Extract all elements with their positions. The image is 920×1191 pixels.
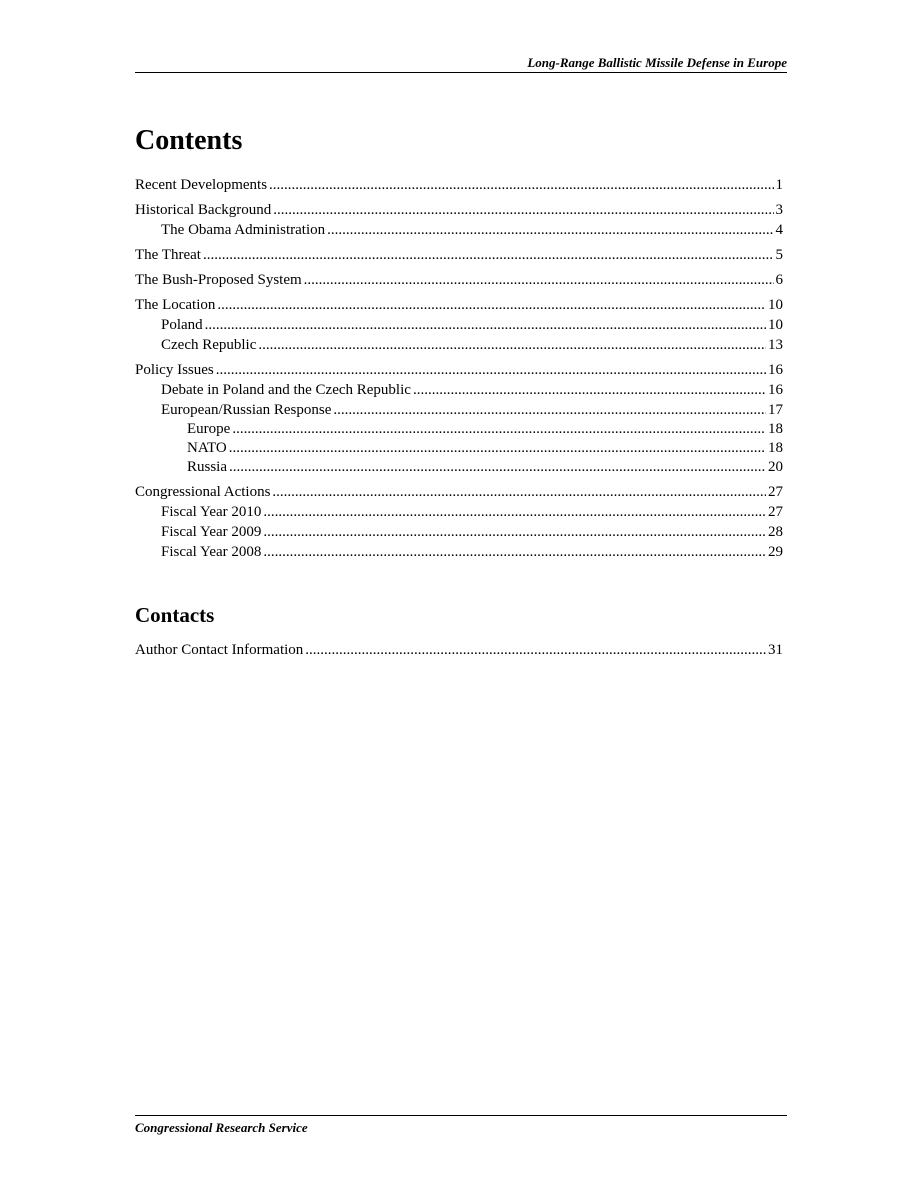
toc-entry-page: 3 xyxy=(775,202,783,218)
header-divider xyxy=(135,72,787,73)
toc-entry[interactable] xyxy=(135,458,783,477)
toc-entry[interactable] xyxy=(135,246,783,265)
dot-leader xyxy=(272,483,766,502)
contacts-list xyxy=(135,641,783,660)
dot-leader xyxy=(305,641,766,660)
dot-leader xyxy=(304,271,774,290)
toc-entry-label: Policy Issues xyxy=(135,362,214,378)
toc-entry-label: Historical Background xyxy=(135,202,272,218)
toc-entry-page: 10 xyxy=(768,317,783,333)
toc-entry[interactable] xyxy=(135,420,783,439)
toc-entry[interactable] xyxy=(135,523,783,542)
dot-leader xyxy=(203,246,774,265)
toc-entry-page: 29 xyxy=(768,544,783,560)
dot-leader xyxy=(333,401,766,420)
toc-entry-label: The Threat xyxy=(135,247,201,263)
dot-leader xyxy=(229,439,766,458)
toc-entry[interactable] xyxy=(135,641,783,660)
toc-entry[interactable] xyxy=(135,483,783,502)
dot-leader xyxy=(269,176,773,195)
toc-entry-page: 18 xyxy=(768,440,783,456)
toc-entry-label: Recent Developments xyxy=(135,177,268,193)
toc-entry-label: Fiscal Year 2010 xyxy=(161,504,262,520)
toc-entry-label: Fiscal Year 2008 xyxy=(161,544,262,560)
toc-entry[interactable] xyxy=(135,381,783,400)
toc-entry[interactable] xyxy=(135,503,783,522)
toc-entry-page: 31 xyxy=(768,642,783,658)
toc-entry-page: 16 xyxy=(768,382,783,398)
dot-leader xyxy=(229,458,766,477)
dot-leader xyxy=(413,381,766,400)
toc-entry[interactable] xyxy=(135,221,783,240)
toc-entry-page: 6 xyxy=(775,272,783,288)
toc-entry[interactable] xyxy=(135,271,783,290)
toc-entry[interactable] xyxy=(135,361,783,380)
toc-entry[interactable] xyxy=(135,439,783,458)
toc-entry-label: Europe xyxy=(187,421,231,437)
toc-entry-label: Czech Republic xyxy=(161,337,257,353)
toc-entry-label: The Location xyxy=(135,297,216,313)
toc-entry-page: 27 xyxy=(768,504,783,520)
toc-entry[interactable] xyxy=(135,316,783,335)
toc-entry-page: 18 xyxy=(768,421,783,437)
toc-entry[interactable] xyxy=(135,201,783,220)
toc-entry-label: The Obama Administration xyxy=(161,222,326,238)
toc-entry-label: Russia xyxy=(187,459,228,475)
table-of-contents xyxy=(135,176,783,562)
dot-leader xyxy=(327,221,773,240)
running-footer: Congressional Research Service xyxy=(135,1120,308,1135)
toc-entry-page: 13 xyxy=(768,337,783,353)
toc-entry-label: Congressional Actions xyxy=(135,484,271,500)
toc-entry-label: NATO xyxy=(187,440,227,456)
toc-entry-page: 16 xyxy=(768,362,783,378)
contents-heading: Contents xyxy=(135,125,243,156)
toc-entry-label: Fiscal Year 2009 xyxy=(161,524,262,540)
dot-leader xyxy=(205,316,766,335)
toc-entry[interactable] xyxy=(135,336,783,355)
toc-entry-page: 27 xyxy=(768,484,783,500)
dot-leader xyxy=(263,523,766,542)
toc-entry-page: 28 xyxy=(768,524,783,540)
toc-entry-page: 4 xyxy=(775,222,783,238)
dot-leader xyxy=(263,543,766,562)
toc-entry-label: Author Contact Information xyxy=(135,642,304,658)
toc-entry-label: The Bush-Proposed System xyxy=(135,272,302,288)
dot-leader xyxy=(217,296,766,315)
toc-entry-page: 1 xyxy=(775,177,783,193)
toc-entry-label: Debate in Poland and the Czech Republic xyxy=(161,382,411,398)
dot-leader xyxy=(258,336,766,355)
dot-leader xyxy=(263,503,766,522)
toc-entry[interactable] xyxy=(135,176,783,195)
dot-leader xyxy=(216,361,766,380)
running-header: Long-Range Ballistic Missile Defense in Europe xyxy=(527,55,787,70)
dot-leader xyxy=(273,201,773,220)
toc-entry-label: European/Russian Response xyxy=(161,402,332,418)
toc-entry-page: 20 xyxy=(768,459,783,475)
toc-entry[interactable] xyxy=(135,543,783,562)
dot-leader xyxy=(232,420,766,439)
toc-entry-page: 17 xyxy=(768,402,783,418)
toc-entry[interactable] xyxy=(135,401,783,420)
contacts-heading: Contacts xyxy=(135,603,215,627)
toc-entry[interactable] xyxy=(135,296,783,315)
footer-divider xyxy=(135,1115,787,1116)
toc-entry-page: 10 xyxy=(768,297,783,313)
toc-entry-label: Poland xyxy=(161,317,203,333)
toc-entry-page: 5 xyxy=(775,247,783,263)
